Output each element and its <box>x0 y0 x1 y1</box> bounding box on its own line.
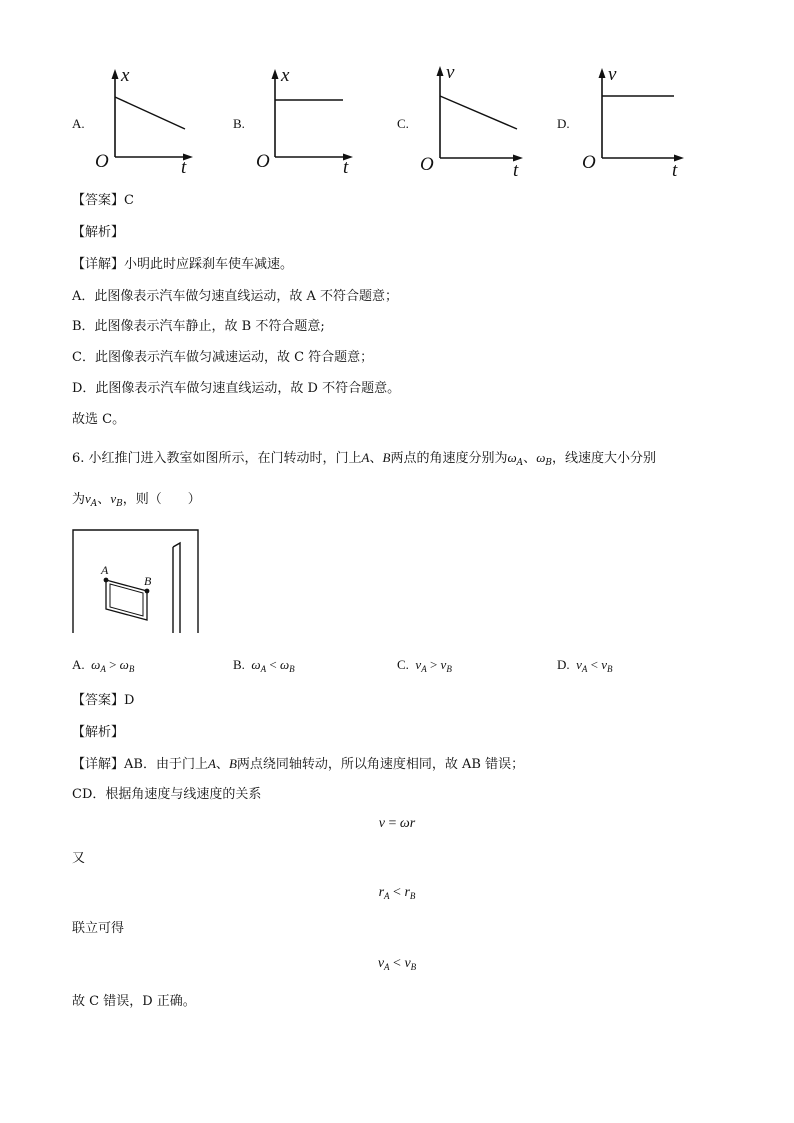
eq-rhs: ωr <box>399 816 416 831</box>
subscript-a: A <box>516 458 524 468</box>
q6-conclusion: 故 C 错误，D 正确。 <box>72 994 196 1009</box>
stem-text: 6. 小红推门进入教室如图所示，在门转动时，门上 <box>72 451 362 466</box>
graph-b-origin: O <box>256 151 270 172</box>
q5-answer <box>72 192 134 210</box>
figure-label-b: B <box>144 574 152 588</box>
graph-a <box>93 65 203 180</box>
eq-sub: B <box>410 962 417 972</box>
choice-sub: A <box>421 664 427 674</box>
graph-d-letter: D. <box>557 116 570 131</box>
choice-lhs: v <box>415 657 422 672</box>
choice-sub: A <box>581 664 588 674</box>
point-a: A <box>361 450 370 465</box>
eq-op: < <box>393 956 401 971</box>
eq-op: < <box>393 885 401 900</box>
detail-tag: 【详解】 <box>72 257 125 272</box>
graph-b-y-label: x <box>281 65 290 86</box>
choice-sub: A <box>260 664 267 674</box>
eq-sub: A <box>384 962 390 972</box>
q6-stem-line1 <box>72 449 656 472</box>
graph-a-letter: A. <box>72 116 85 131</box>
stem-text: 两点的角速度分别为 <box>390 451 508 466</box>
eq-rhs: r <box>404 885 410 900</box>
choice-op: < <box>590 657 599 672</box>
choice-letter: B. <box>233 657 245 672</box>
q6-analysis-tag: 【解析】 <box>72 725 125 740</box>
equation-1 <box>0 816 794 832</box>
graph-c-y-label: v <box>446 62 455 83</box>
detail-text: 小明此时应踩刹车使车减速。 <box>124 257 294 272</box>
graph-d-origin: O <box>582 152 596 173</box>
q5-detail <box>72 256 293 274</box>
choice-sub: B <box>128 664 135 674</box>
point-a-dot <box>104 578 109 583</box>
stem-text: ，则（ ） <box>122 492 201 507</box>
y-axis-arrow <box>112 69 119 79</box>
sep: 、 <box>97 492 111 507</box>
graph-c <box>418 62 533 182</box>
eq-rhs: v <box>404 956 411 971</box>
choice-op: > <box>109 657 117 672</box>
q6-stem-line2 <box>72 490 201 513</box>
graph-b-letter: B. <box>233 116 245 131</box>
choice-sub: B <box>607 664 613 674</box>
graph-c-x-label: t <box>513 160 519 181</box>
figure-label-a: A <box>101 563 109 577</box>
choice-sub: A <box>100 664 106 674</box>
q5-conclusion: 故选 C。 <box>72 412 126 427</box>
equation-2 <box>0 885 794 901</box>
choice-lhs: ω <box>91 657 101 672</box>
graph-a-y-label: x <box>121 65 130 86</box>
y-axis-arrow <box>272 69 279 79</box>
answer-value: C <box>124 193 134 208</box>
eq-lhs: v <box>377 956 385 971</box>
q6-detail <box>72 755 524 774</box>
subscript-a: A <box>90 499 98 509</box>
graph-a-origin: O <box>95 151 109 172</box>
q6-cd-line: CD．根据角速度与线速度的关系 <box>72 787 262 802</box>
choice-rhs: v <box>440 657 447 672</box>
graph-c-curve <box>440 96 517 129</box>
choice-rhs: v <box>601 657 608 672</box>
graph-d-svg <box>580 64 695 182</box>
door-figure <box>70 527 202 635</box>
door-edge <box>173 543 180 633</box>
answer-value: D <box>124 693 135 708</box>
eq-lhs: r <box>378 885 385 900</box>
eq-sub: A <box>384 891 390 901</box>
choice-op: > <box>429 657 438 672</box>
graph-b <box>253 65 363 180</box>
y-axis-arrow <box>437 66 444 76</box>
point-b: B <box>228 756 237 771</box>
stem-text: ，线速度大小分别 <box>552 451 657 466</box>
choice-letter: A. <box>72 657 85 672</box>
graph-d <box>580 64 695 182</box>
q5-line-b: B．此图像表示汽车静止，故 B 不符合题意; <box>72 319 325 334</box>
choice-letter: D. <box>557 657 570 672</box>
v-symbol: v <box>110 491 117 506</box>
door-window-outer <box>106 580 147 620</box>
omega-symbol: ω <box>536 450 546 465</box>
door-svg <box>70 527 202 635</box>
choice-sub: B <box>289 664 295 674</box>
graph-a-curve <box>115 97 185 129</box>
subscript-b: B <box>545 458 552 468</box>
choice-b[interactable] <box>233 657 295 674</box>
point-a: A <box>207 756 216 771</box>
graph-b-x-label: t <box>343 157 349 178</box>
q5-analysis-tag: 【解析】 <box>72 225 125 240</box>
graph-a-x-label: t <box>181 157 187 178</box>
answer-tag: 【答案】 <box>72 693 125 708</box>
detail-text: AB．由于门上 <box>124 757 208 772</box>
choice-op: < <box>269 657 277 672</box>
omega-symbol: ω <box>507 450 517 465</box>
stem-text: 为 <box>72 492 86 507</box>
q5-line-c: C．此图像表示汽车做匀减速运动，故 C 符合题意； <box>72 350 374 365</box>
choice-rhs: ω <box>119 657 129 672</box>
q5-line-a: A．此图像表示汽车做匀速直线运动，故 A 不符合题意； <box>72 289 399 304</box>
eq-lhs: v <box>378 816 385 831</box>
choice-letter: C. <box>397 657 409 672</box>
sep: 、 <box>523 451 537 466</box>
q5-line-d: D．此图像表示汽车做匀速直线运动，故 D 不符合题意。 <box>72 381 401 396</box>
y-axis-arrow <box>599 68 606 78</box>
eq-sub: B <box>409 891 416 901</box>
choice-c[interactable] <box>397 657 452 674</box>
eq-op: = <box>388 816 397 831</box>
graph-d-y-label: v <box>608 64 617 85</box>
sep: 、 <box>369 451 383 466</box>
v-symbol: v <box>85 491 91 506</box>
graph-c-origin: O <box>420 154 434 175</box>
graph-d-x-label: t <box>672 160 678 181</box>
q6-you: 又 <box>72 851 86 866</box>
choice-rhs: ω <box>279 657 290 672</box>
subscript-b: B <box>116 499 123 509</box>
answer-tag: 【答案】 <box>72 193 125 208</box>
choice-d[interactable] <box>557 657 613 674</box>
point-b-dot <box>145 589 150 594</box>
choice-lhs: ω <box>251 657 261 672</box>
choice-sub: B <box>446 664 452 674</box>
choice-a[interactable] <box>72 657 134 674</box>
q6-lianli: 联立可得 <box>72 921 125 936</box>
choice-lhs: v <box>576 657 582 672</box>
point-b: B <box>382 450 391 465</box>
graph-a-svg <box>93 65 203 180</box>
detail-tag: 【详解】 <box>72 757 125 772</box>
q6-answer <box>72 692 134 710</box>
sep: 、 <box>215 757 229 772</box>
graph-c-letter: C. <box>397 116 409 131</box>
detail-text: 两点绕同轴转动，所以角速度相同，故 AB 错误； <box>236 757 525 772</box>
equation-3 <box>0 956 794 972</box>
